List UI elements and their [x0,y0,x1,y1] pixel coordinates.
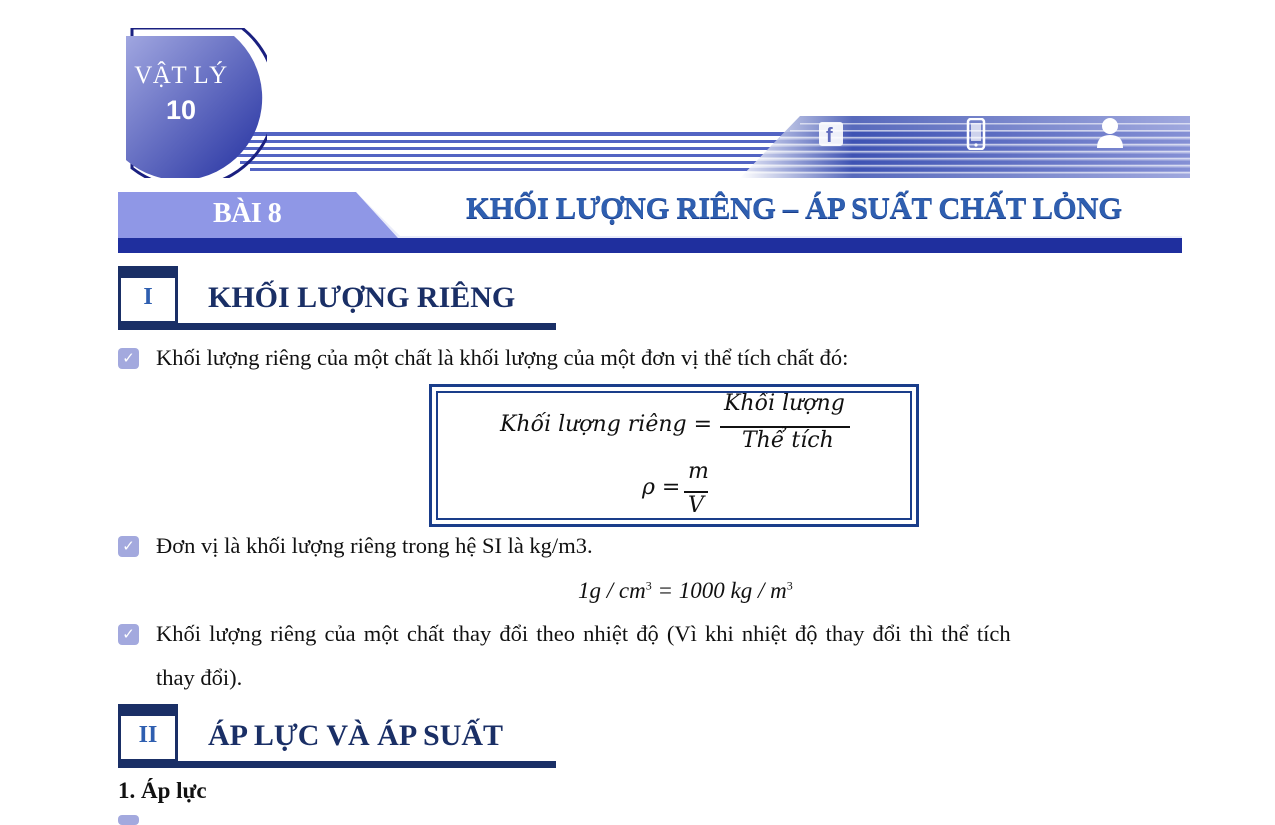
facebook-icon[interactable] [818,121,844,147]
checkbox-icon: ✓ [118,624,139,645]
list-item [118,621,1188,695]
phone-icon[interactable] [966,118,986,150]
fraction-bar [684,491,708,493]
rho-denominator: V [688,493,704,518]
header-stripes [200,112,1190,182]
lesson-label: BÀI 8 [213,198,282,229]
bullet-text: Khối lượng riêng của một chất là khối lượng của một đơn vị thể tích chất đó: [156,345,849,370]
section-underline [118,761,556,768]
rho-numerator: m [688,459,709,484]
bullet-text-line-2: thay đổi). [156,665,243,690]
checkbox-icon [118,815,139,825]
formula-box [429,384,919,527]
conversion-middle: = 1000 kg / m [651,578,787,603]
user-icon[interactable] [1095,116,1125,150]
formula-denominator: Thể tích [742,428,834,453]
badge-title: VẬT LÝ [134,62,228,89]
list-item [118,345,1188,375]
list-item [118,533,1188,563]
window-dots-icon: ●●● [125,717,149,726]
sub-heading: 1. Áp lực [118,778,207,803]
section-underline [118,323,556,330]
section-heading-2 [118,704,558,774]
lesson-title: KHỐI LƯỢNG RIÊNG – ÁP SUẤT CHẤT LỎNG [466,190,1122,225]
formula-numerator: Khối lượng [724,391,845,416]
checkbox-icon: ✓ [118,348,139,369]
badge-grade: 10 [165,95,197,125]
bullet-text: Đơn vị là khối lượng riêng trong hệ SI là kg/m3. [156,533,593,558]
section-title: ÁP LỰC VÀ ÁP SUẤT [208,719,504,752]
window-dots-icon: ●●● [125,279,149,288]
fraction-bar [720,426,850,428]
section-number: I [143,284,153,310]
conversion-left: 1g / cm [578,578,646,603]
section-number: II [138,722,158,748]
section-heading-1 [118,266,558,336]
conversion-right-exponent: 3 [786,578,793,593]
svg-text:f: f [826,125,833,147]
bullet-text-line-1: Khối lượng riêng của một chất thay đổi theo nhiệt độ (Vì khi nhiệt độ thay đổi thì thể tích [156,621,1011,646]
unit-conversion [578,578,793,604]
formula-lhs: Khối lượng riêng = [500,412,713,437]
rho-lhs: ρ = [642,475,681,500]
conversion-left-exponent: 3 [645,578,652,593]
section-title: KHỐI LƯỢNG RIÊNG [208,281,516,314]
checkbox-icon: ✓ [118,536,139,557]
